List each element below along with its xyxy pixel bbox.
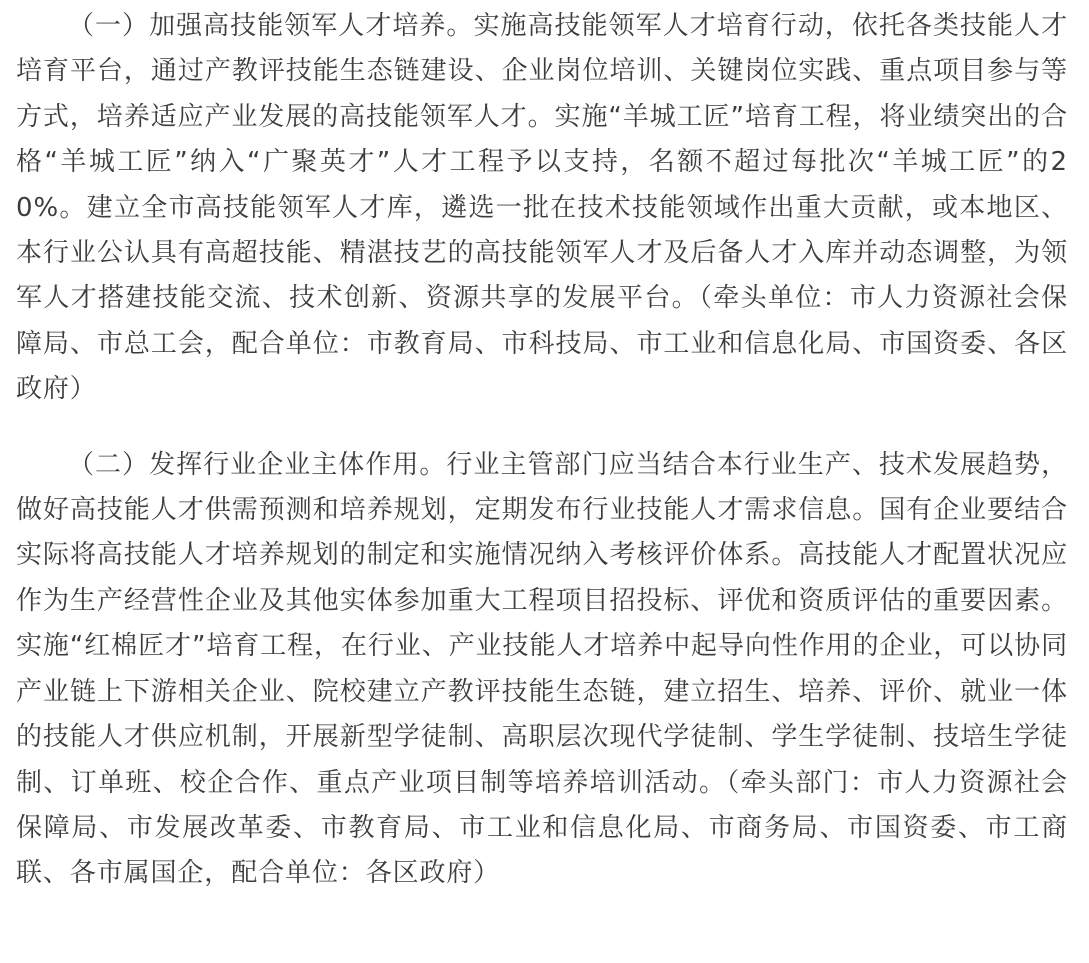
paragraph-2: （二）发挥行业企业主体作用。行业主管部门应当结合本行业生产、技术发展趋势，做好高技能人才供需预测和培养规划，定期发布行业技能人才需求信息。国有企业要结合实际将高技能人才培养规划的制定和实施情况纳入考核评价体系。高技能人才配置状况应作为生产经营性企业及其他实体参加重大工程项目招投标、评优和资质评估的重要因素。实施“红棉匠才”培育工程，在行业、产业技能人才培养中起导向性作用的企业，可以协同产业链上下游相关企业、院校建立产教评技能生态链，建立招生、培养、评价、就业一体的技能人才供应机制，开展新型学徒制、高职层次现代学徒制、学生学徒制、技培生学徒制、订单班、校企合作、重点产业项目制等培养培训活动。（牵头部门：市人力资源社会保障局、市发展改革委、市教育局、市工业和信息化局、市商务局、市国资委、市工商联、各市属国企，配合单位：各区政府）: [16, 449, 1068, 889]
document-body: [16, 4, 1068, 897]
paragraph-1: （一）加强高技能领军人才培养。实施高技能领军人才培育行动，依托各类技能人才培育平台，通过产教评技能生态链建设、企业岗位培训、关键岗位实践、重点项目参与等方式，培养适应产业发展的高技能领军人才。实施“羊城工匠”培育工程，将业绩突出的合格“羊城工匠”纳入“广聚英才”人才工程予以支持，名额不超过每批次“羊城工匠”的20%。建立全市高技能领军人才库，遴选一批在技术技能领域作出重大贡献，或本地区、本行业公认具有高超技能、精湛技艺的高技能领军人才及后备人才入库并动态调整，为领军人才搭建技能交流、技术创新、资源共享的发展平台。（牵头单位：市人力资源社会保障局、市总工会，配合单位：市教育局、市科技局、市工业和信息化局、市国资委、各区政府）: [16, 11, 1068, 405]
